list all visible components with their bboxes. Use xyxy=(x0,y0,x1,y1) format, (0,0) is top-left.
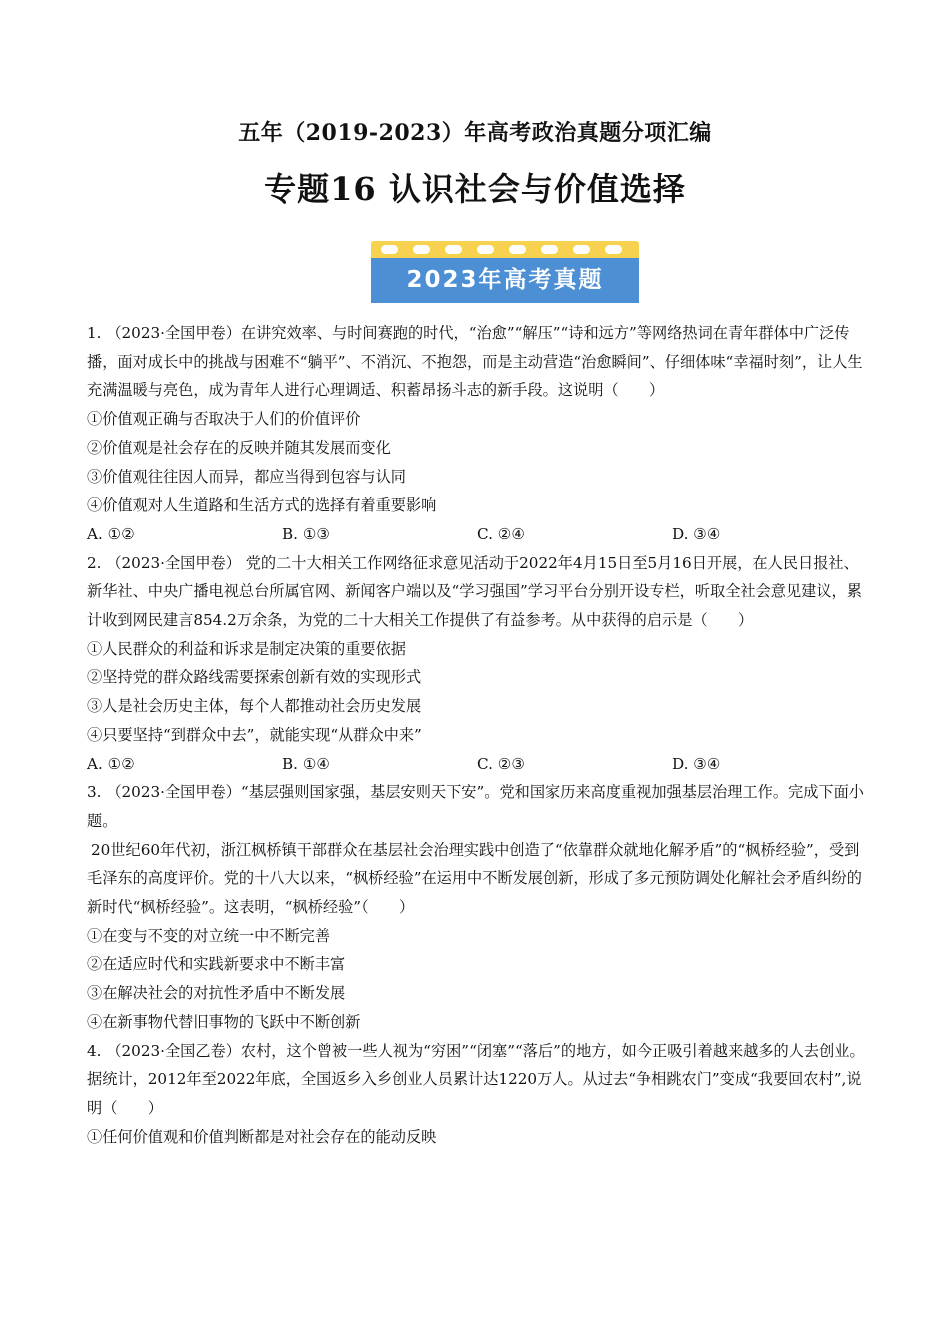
question-stem: 4. （2023·全国乙卷）农村，这个曾被一些人视为“穷困”“闭塞”“落后”的地方，如今正吸引着越来越多的人去创业。据统计，2012年至2022年底，全国返乡入乡创业人员累计达1220万人。从过去“争相跳农门”变成“我要回农村”,说明（ ） xyxy=(87,1041,865,1117)
binding-hole xyxy=(573,245,590,254)
binding-hole xyxy=(509,245,526,254)
question-stem: 3. （2023·全国甲卷）“基层强则国家强，基层安则天下安”。党和国家历来高度重视加强基层治理工作。完成下面小题。 xyxy=(87,783,864,830)
binding-hole xyxy=(381,245,398,254)
binding-hole xyxy=(445,245,462,254)
question-passage: 20世纪60年代初，浙江枫桥镇干部群众在基层社会治理实践中创造了“依靠群众就地化解矛盾”的“枫桥经验”，受到毛泽东的高度评价。党的十八大以来，“枫桥经验”在运用中不断发展创新，形成了多元预防调处化解社会矛盾纠纷的新时代“枫桥经验”。这表明，“枫桥经验”（ ） xyxy=(87,840,862,917)
question-1 xyxy=(87,319,867,549)
option-b: B. ①③ xyxy=(282,524,331,543)
statement-item: ①在变与不变的对立统一中不断完善 xyxy=(87,926,330,945)
question-list xyxy=(87,319,867,1151)
answer-options xyxy=(87,520,867,549)
statement-item: ③价值观往往因人而异，都应当得到包容与认同 xyxy=(87,467,406,486)
binding-hole xyxy=(541,245,558,254)
topic-title: 专题16 认识社会与价值选择 xyxy=(264,170,686,208)
statement-item: ①任何价值观和价值判断都是对社会存在的能动反映 xyxy=(87,1127,437,1146)
question-3 xyxy=(87,778,867,1036)
statement-item: ③人是社会历史主体，每个人都推动社会历史发展 xyxy=(87,697,422,716)
option-c: C. ②④ xyxy=(477,524,525,543)
banner-binding-strip xyxy=(371,241,639,258)
answer-options xyxy=(87,750,867,779)
question-stem: 1. （2023·全国甲卷）在讲究效率、与时间赛跑的时代，“治愈”“解压”“诗和远方”等网络热词在青年群体中广泛传播，面对成长中的挑战与困难不“躺平”、不消沉、不抱怨，而是主动营造“治愈瞬间”、仔细体味“幸福时刻”，让人生充满温暖与亮色，成为青年人进行心理调适、积蓄昂扬斗志的新手段。这说明（ ） xyxy=(87,324,863,400)
statement-item: ④只要坚持“到群众中去”，就能实现“从群众中来” xyxy=(87,725,422,744)
statement-item: ②坚持党的群众路线需要探索创新有效的实现形式 xyxy=(87,668,422,687)
option-a: A. ①② xyxy=(87,754,135,773)
statement-item: ③在解决社会的对抗性矛盾中不断发展 xyxy=(87,984,346,1003)
option-d: D. ③④ xyxy=(672,524,721,543)
statement-item: ①价值观正确与否取决于人们的价值评价 xyxy=(87,410,361,429)
statement-item: ②在适应时代和实践新要求中不断丰富 xyxy=(87,955,346,974)
question-stem: 2. （2023·全国甲卷） 党的二十大相关工作网络征求意见活动于2022年4月15日至5月16日开展，在人民日报社、新华社、中央广播电视总台所属官网、新闻客户端以及“学习强国”学习平台分别开设专栏，听取全社会意见建议，累计收到网民建言854.2万余条，为党的二十大相关工作提供了有益参考。从中获得的启示是（ ） xyxy=(87,553,862,630)
banner-label: 2023年高考真题 xyxy=(371,258,639,303)
option-d: D. ③④ xyxy=(672,754,721,773)
question-2 xyxy=(87,549,867,779)
option-a: A. ①② xyxy=(87,524,135,543)
binding-hole xyxy=(605,245,622,254)
statement-item: ①人民群众的利益和诉求是制定决策的重要依据 xyxy=(87,639,406,658)
binding-hole xyxy=(413,245,430,254)
option-c: C. ②③ xyxy=(477,754,525,773)
year-banner xyxy=(371,241,639,303)
statement-item: ④在新事物代替旧事物的飞跃中不断创新 xyxy=(87,1012,361,1031)
option-b: B. ①④ xyxy=(282,754,331,773)
question-4 xyxy=(87,1037,867,1152)
binding-hole xyxy=(477,245,494,254)
statement-item: ②价值观是社会存在的反映并随其发展而变化 xyxy=(87,438,391,457)
document-title: 五年（2019-2023）年高考政治真题分项汇编 xyxy=(238,120,712,146)
statement-item: ④价值观对人生道路和生活方式的选择有着重要影响 xyxy=(87,496,437,515)
